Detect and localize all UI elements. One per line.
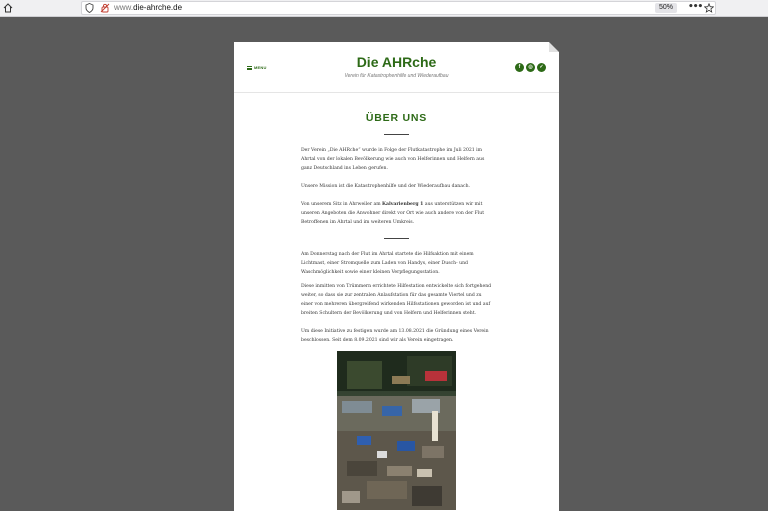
shield-icon[interactable]: [85, 3, 94, 13]
site-title[interactable]: Die AHRche: [356, 54, 437, 70]
location-address: Kalvarienberg 1: [382, 202, 424, 207]
url-text[interactable]: [114, 2, 182, 14]
twitter-icon[interactable]: ✓: [537, 63, 546, 72]
facebook-icon[interactable]: f: [515, 63, 524, 72]
page-title: ÜBER UNS: [365, 112, 428, 124]
star-icon[interactable]: [704, 3, 714, 13]
url-host: www.: [114, 3, 134, 12]
home-icon[interactable]: [3, 3, 13, 13]
paragraph-intro: Der Verein „Die AHRche“ wurde in Folge der Flutkatastrophe im Juli 2021 im Ahrtal von der lokalen Bevölkerung wie auch von Helferinnen und Helfern aus ganz Deutschland ins Leben gerufen.: [301, 148, 485, 171]
site-header: [234, 42, 559, 93]
instagram-icon[interactable]: ◎: [526, 63, 535, 72]
flood-aftermath-photo: [337, 351, 456, 510]
paragraph-mission: Unsere Mission ist die Katastrophenhilfe und der Wiederaufbau danach.: [301, 184, 470, 189]
permissions-icon[interactable]: [100, 3, 110, 13]
zoom-badge[interactable]: 50%: [655, 3, 677, 13]
section-divider: [384, 238, 409, 239]
paragraph-start: Am Donnerstag nach der Flut im Ahrtal startete die Hilfsaktion mit einem Lichtmast, einer Stromquelle zum Laden von Handys, einer Dusch- und Waschmöglichkeit sowie einer kleinen Verpflegungsstation.: [301, 252, 474, 275]
title-divider: [384, 134, 409, 135]
paragraph-location: [301, 200, 493, 227]
social-links: [515, 63, 546, 72]
browser-toolbar: [0, 0, 768, 17]
paragraph-development: Diese inmitten von Trümmern errichtete Hilfestation entwickelte sich fortgehend weiter, so dass sie zur zentralen Anlaufstation für das gesamte Viertel und zu einer von mehreren übergreifend wirkenden Hilfsstationen geworden ist und auf breiten Schultern der Bevölkerung und von Helfern und Helferinnen steht.: [301, 284, 492, 316]
site-tagline: Verein für Katastrophenhilfe und Wiederaufbau: [344, 73, 449, 79]
menu-label: MENU: [254, 65, 267, 70]
url-domain: die-ahrche.de: [133, 3, 183, 12]
more-icon[interactable]: •••: [688, 2, 703, 12]
page-card: [234, 42, 559, 511]
location-text-a: Von unserem Sitz in Ahrweiler am: [301, 202, 383, 207]
paragraph-founding: Um diese Initiative zu festigen wurde am 13.08.2021 die Gründung eines Verein beschlossen. Seit dem 8.09.2021 sind wir als Verein eingetragen.: [301, 329, 489, 343]
location-text-b: aus unterstützen wir mit unseren Angeboten die Anwohner direkt vor Ort wie auch andere von der Flut Betroffenen im Ahrtal und im weiteren Umkreis.: [301, 202, 485, 225]
